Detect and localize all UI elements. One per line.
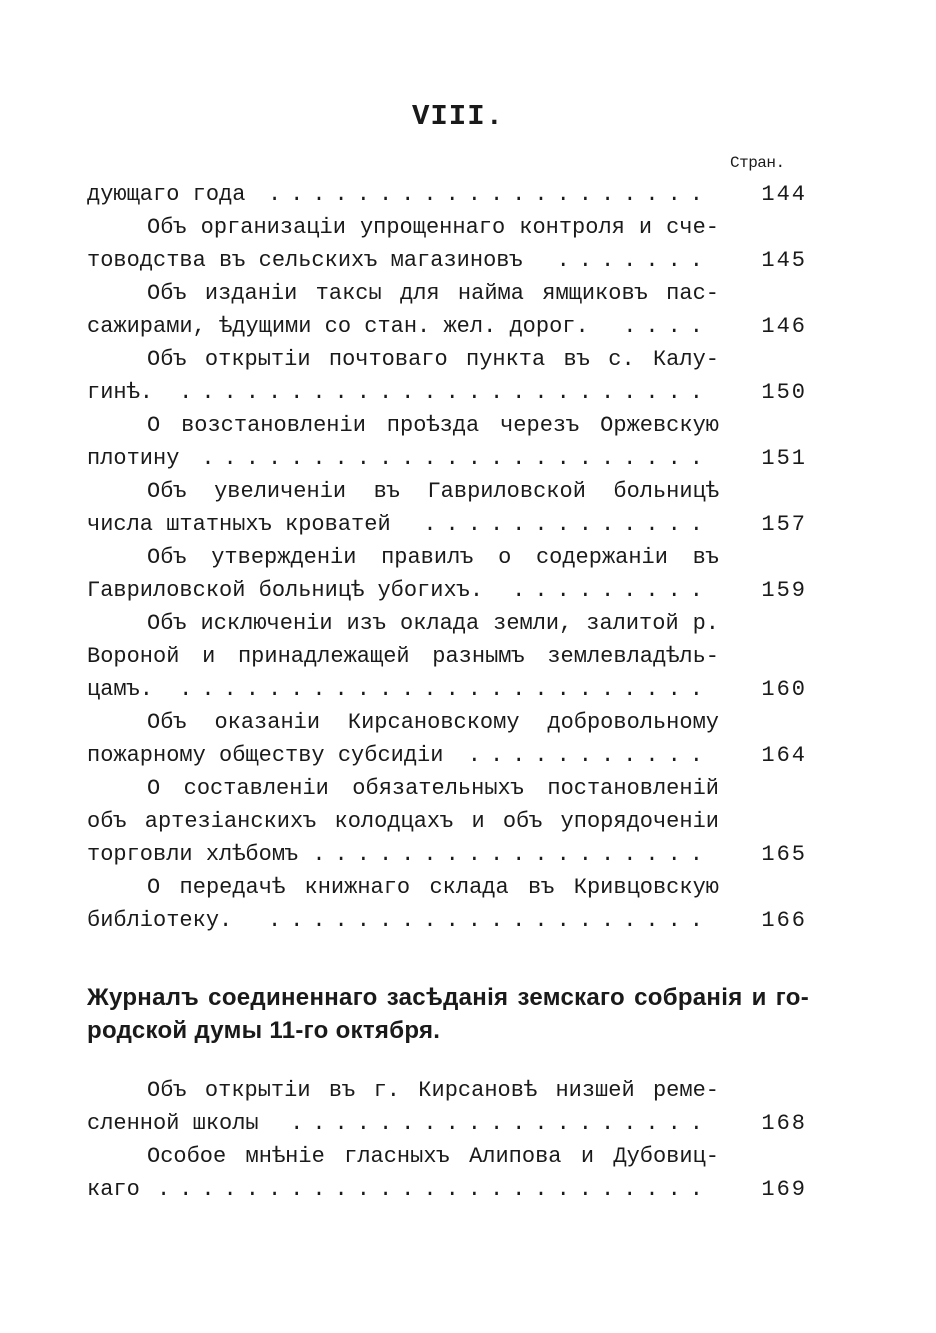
toc-line (147, 607, 807, 640)
dot-leader: .................. (312, 842, 712, 867)
toc-entry-text: гинѣ. (87, 380, 154, 405)
toc-entry-text: Объ организаціи упрощеннаго контроля и сче- (147, 215, 719, 240)
toc-line (147, 871, 807, 904)
toc-line (87, 442, 807, 475)
toc-line (147, 409, 807, 442)
toc-line (87, 640, 807, 673)
dot-leader: .... (623, 314, 712, 339)
toc-line (147, 1074, 807, 1107)
toc-entry-text: Объ увеличеніи въ Гавриловской больницѣ (147, 479, 719, 504)
toc-line (87, 244, 807, 277)
toc-entry-text: дующаго года (87, 182, 246, 207)
toc-page-number: 145 (761, 248, 807, 273)
toc-entry-text: торговли хлѣбомъ (87, 842, 299, 867)
dot-leader: ....................... (201, 446, 712, 471)
toc-page-number: 165 (761, 842, 807, 867)
toc-line (147, 706, 807, 739)
toc-page-number: 159 (761, 578, 807, 603)
dot-leader: .................... (267, 908, 712, 933)
toc-entry-text: О составленіи обязательныхъ постановленій (147, 776, 719, 801)
toc-line (147, 541, 807, 574)
toc-entry-text: Объ открытіи почтоваго пункта въ с. Калу- (147, 347, 719, 372)
toc-entry-text: пожарному обществу субсидіи (87, 743, 444, 768)
toc-entry-text: Объ изданіи таксы для найма ямщиковъ пас- (147, 281, 719, 306)
toc-line (87, 310, 807, 343)
page-number: VIII. (411, 100, 504, 133)
toc-page-number: 166 (761, 908, 807, 933)
dot-leader: ......... (512, 578, 712, 603)
dot-leader: ............. (423, 512, 712, 537)
toc-entry-text: Объ утвержденіи правилъ о содержаніи въ (147, 545, 719, 570)
dot-leader: ......................... (156, 1177, 712, 1202)
page-column-header: Стран. (730, 154, 785, 172)
toc-page-number: 169 (761, 1177, 807, 1202)
toc-page-number: 157 (761, 512, 807, 537)
toc-line (87, 739, 807, 772)
section-heading-line-2: родской думы 11-го октября. (87, 1017, 441, 1044)
toc-line (87, 673, 807, 706)
toc-line (87, 376, 807, 409)
toc-entry-text: Объ исключеніи изъ оклада земли, залитой р. (147, 611, 719, 636)
toc-entry-text: числа штатныхъ кроватей (87, 512, 391, 537)
toc-line (87, 508, 807, 541)
toc-entry-text: каго (87, 1177, 140, 1202)
toc-line (147, 277, 807, 310)
dot-leader: .................... (267, 182, 712, 207)
toc-page-number: 164 (761, 743, 807, 768)
toc-page-number: 160 (761, 677, 807, 702)
toc-entry-text: сленной школы (87, 1111, 259, 1136)
toc-line (87, 574, 807, 607)
toc-line (147, 211, 807, 244)
dot-leader: ................... (290, 1111, 712, 1136)
section-heading-line-1: Журналъ соединеннаго засѣданія земскаго собранія и го- (87, 984, 809, 1011)
toc-entry-text: О передачѣ книжнаго склада въ Кривцовскую (147, 875, 719, 900)
toc-entry-text: Объ оказаніи Кирсановскому добровольному (147, 710, 719, 735)
toc-page-number: 151 (761, 446, 807, 471)
toc-entry-text: плотину (87, 446, 180, 471)
toc-line (87, 904, 807, 937)
toc-page-number: 150 (761, 380, 807, 405)
toc-line (87, 178, 807, 211)
toc-entry-text: цамъ. (87, 677, 154, 702)
toc-line (87, 838, 807, 871)
toc-entry-text: Особое мнѣніе гласныхъ Алипова и Дубовиц- (147, 1144, 719, 1169)
toc-entry-text: товодства въ сельскихъ магазиновъ (87, 248, 523, 273)
toc-line (147, 343, 807, 376)
toc-page-number: 168 (761, 1111, 807, 1136)
toc-page-number: 144 (761, 182, 807, 207)
toc-entry-text: библіотеку. (87, 908, 233, 933)
dot-leader: ....... (556, 248, 712, 273)
toc-entry-text: О возстановленіи проѣзда черезъ Оржевскую (147, 413, 719, 438)
toc-entry-text: Гавриловской больницѣ убогихъ. (87, 578, 484, 603)
toc-page-number: 146 (761, 314, 807, 339)
toc-line (147, 475, 807, 508)
toc-line (87, 1107, 807, 1140)
toc-line (87, 805, 807, 838)
toc-line (87, 1173, 807, 1206)
toc-entry-text: сажирами, ѣдущими со стан. жел. дорог. (87, 314, 589, 339)
toc-line (147, 772, 807, 805)
toc-line (147, 1140, 807, 1173)
dot-leader: ........... (467, 743, 712, 768)
toc-entry-text: Объ открытіи въ г. Кирсановѣ низшей ремe- (147, 1078, 719, 1103)
dot-leader: ........................ (179, 677, 712, 702)
toc-entry-text: Вороной и принадлежащей разнымъ землевладѣль- (87, 644, 719, 669)
toc-entry-text: объ артезіанскихъ колодцахъ и объ упорядоченіи (87, 809, 719, 834)
dot-leader: ........................ (179, 380, 712, 405)
